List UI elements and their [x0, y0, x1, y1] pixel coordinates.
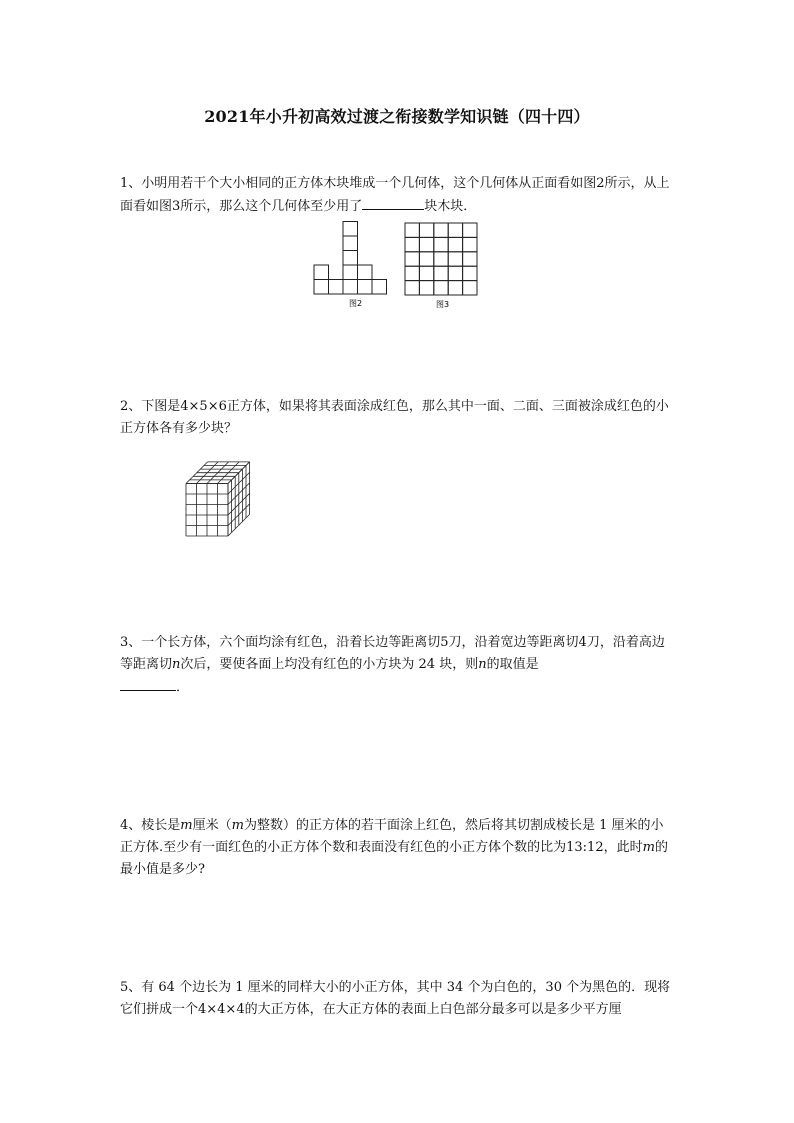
question-3-text-2: 次后，要使各面上均没有红色的小方块为 24 块，则 [180, 657, 479, 672]
top-view-cell [448, 266, 462, 280]
figure-2-front-view [312, 220, 392, 315]
top-view-cell [419, 223, 433, 237]
page-title: 2021年小升初高效过渡之衔接数学知识链（四十四） [204, 107, 590, 126]
top-view-cell [463, 237, 477, 251]
question-4-text-1: 4、棱长是 [120, 818, 181, 833]
answer-blank-3[interactable] [120, 676, 176, 691]
front-view-cell [343, 222, 358, 237]
top-view-cell [434, 223, 448, 237]
variable-m-2: m [231, 818, 244, 833]
top-view-cell [448, 223, 462, 237]
top-view-cell [419, 237, 433, 251]
variable-m: m [180, 818, 193, 833]
variable-n: n [172, 657, 181, 672]
answer-blank-1[interactable] [362, 195, 424, 210]
figure-3-caption: 图3 [436, 300, 450, 309]
front-view-cell [358, 280, 373, 295]
variable-n-2: n [478, 657, 487, 672]
top-view-cell [405, 266, 419, 280]
figure-cuboid-4x5x6 [180, 440, 290, 540]
front-view-cell [343, 265, 358, 280]
front-view-cell [372, 280, 387, 295]
top-view-cell [463, 266, 477, 280]
top-view-cell [419, 281, 433, 295]
top-view-cell [448, 237, 462, 251]
question-4-text-4: 的最小值是多少? [120, 840, 668, 877]
question-3 [120, 632, 676, 699]
top-view-cell [434, 266, 448, 280]
variable-m-3: m [642, 840, 655, 855]
front-view-cell [343, 280, 358, 295]
top-view-cell [463, 223, 477, 237]
figure-2-caption: 图2 [349, 299, 363, 308]
top-view-cell [463, 252, 477, 266]
top-view-cell [448, 281, 462, 295]
top-view-cell [405, 223, 419, 237]
top-view-cell [434, 237, 448, 251]
top-view-cell [448, 252, 462, 266]
top-view-cell [405, 252, 419, 266]
question-4-text-2: 厘米（ [192, 818, 232, 833]
top-view-cell [405, 281, 419, 295]
front-view-cell [358, 265, 373, 280]
front-view-cell [314, 280, 329, 295]
front-view-cell [314, 265, 329, 280]
top-view-cell [434, 252, 448, 266]
top-view-cell [419, 252, 433, 266]
front-view-cell [343, 236, 358, 251]
question-1-text: 1、小明用若干个大小相同的正方体木块堆成一个几何体，这个几何体从正面看如图2所示，从上面看如图3所示，那么这个几何体至少用了 [120, 176, 670, 214]
front-view-cell [329, 280, 344, 295]
front-view-cell [343, 251, 358, 266]
question-4-text-3: 为整数）的正方体的若干面涂上红色，然后将其切割成棱长是 1 厘米的小正方体.至少有一面红色的小正方体个数和表面没有红色的小正方体个数的比为13:12，此时 [120, 818, 664, 855]
top-view-cell [434, 281, 448, 295]
question-1-text-end: 块木块． [424, 199, 477, 214]
question-5: 5、有 64 个边长为 1 厘米的同样大小的小正方体，其中 34 个为白色的，30 个为黑色的．现将它们拼成一个4×4×4的大正方体，在大正方体的表面上白色部分最多可以是多少平方厘 [120, 980, 671, 1017]
top-view-cell [463, 281, 477, 295]
figure-3-top-view [404, 222, 484, 314]
top-view-cell [419, 266, 433, 280]
question-2: 2、下图是4×5×6正方体，如果将其表面涂成红色，那么其中一面、二面、三面被涂成红色的小正方体各有多少块？ [120, 399, 669, 436]
question-4 [120, 815, 676, 881]
question-3-text-end: ． [176, 680, 190, 695]
top-view-cell [405, 237, 419, 251]
question-1 [120, 173, 676, 218]
question-3-text: 3、一个长方体，六个面均涂有红色，沿着长边等距离切5刀，沿着宽边等距离切4刀，沿着高边等距离切 [120, 635, 665, 672]
question-3-text-3: 的取值是 [486, 657, 539, 672]
